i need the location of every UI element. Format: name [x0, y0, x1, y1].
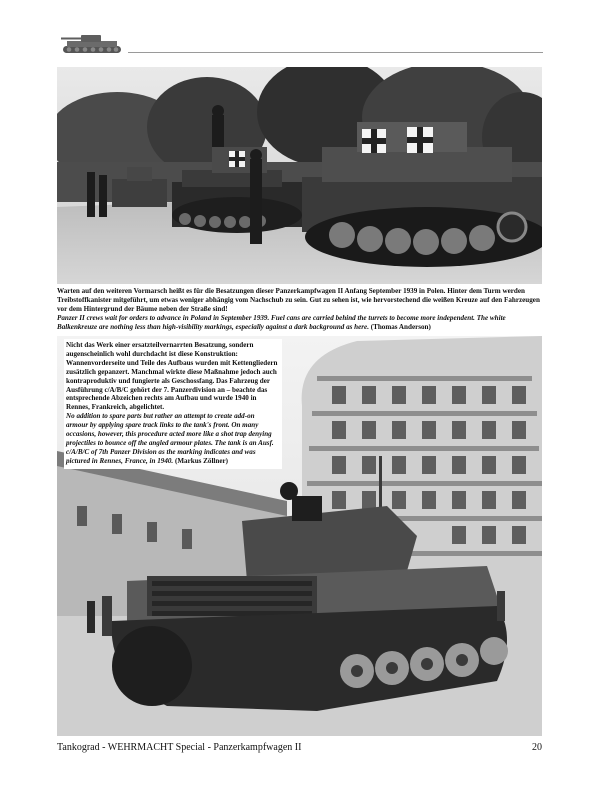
caption-top-english [57, 314, 542, 332]
caption-bottom-english [66, 412, 278, 465]
caption-top-photo [57, 287, 542, 332]
page-footer [57, 742, 542, 753]
header-rule [128, 52, 543, 53]
photo-credit-bottom: (Markus Zöllner) [175, 456, 229, 465]
footer-title: Tankograd - WEHRMACHT Special - Panzerkampfwagen II [57, 742, 302, 753]
caption-bottom-german: Nicht das Werk einer ersatzteilvernarrten Besatzung, sondern augenscheinlich wohl durchdacht ist diese Konstruktion: Wannenvorderseite und Teile des Aufbaus wurden mit Kettengliedern zusätzlich gepanzert. Manchmal wirkte diese Maßnahme jedoch auch kontraproduktiv und fungierte als Geschossfang. Das Fahrzeug der Ausführung c/A/B/C gehört der 7. Panzerdivision an – beachte das entsprechende Abzeichen rechts am Aufbau und wurde 1940 in Rennes, Frankreich, abgelichtet. [66, 341, 278, 412]
page-number: 20 [532, 742, 542, 753]
photo-credit-top: (Thomas Anderson) [370, 322, 431, 331]
caption-top-english-text: Panzer II crews wait for orders to advance in Poland in September 1939. Fuel cans are carried behind the turrets to become more independent. The white Balkenkreuze are nothing less than high-visibility markings, especially against a dark background as here. [57, 313, 506, 331]
photo-panzer-column-poland [57, 67, 542, 284]
caption-top-german: Warten auf den weiteren Vormarsch heißt es für die Besatzungen dieser Panzerkampfwagen II Anfang September 1939 in Polen. Hinter dem Turm werden Treibstoffkanister mitgeführt, um etwas weniger abhängig vom Nachschub zu sein. Gut zu sehen ist, wie hervorstechend die weißen Kreuze auf den Fahrzeugen vor dem Hintergrund der Bäume neben der Straße sind! [57, 287, 540, 313]
tank-silhouette-icon [57, 30, 127, 56]
caption-bottom-photo [64, 339, 282, 469]
caption-bottom-english-text: No addition to spare parts but rather an attempt to create add-on armour by applying spare track links to the tank's front. On many occasions, however, this procedure acted more like a shot trap denying projectiles to bounce off the angled armour plates. The tank is an Ausf. c/A/B/C of 7th Panzer Division as the marking indicates and was pictured in Rennes, France, in 1940. [66, 412, 274, 465]
